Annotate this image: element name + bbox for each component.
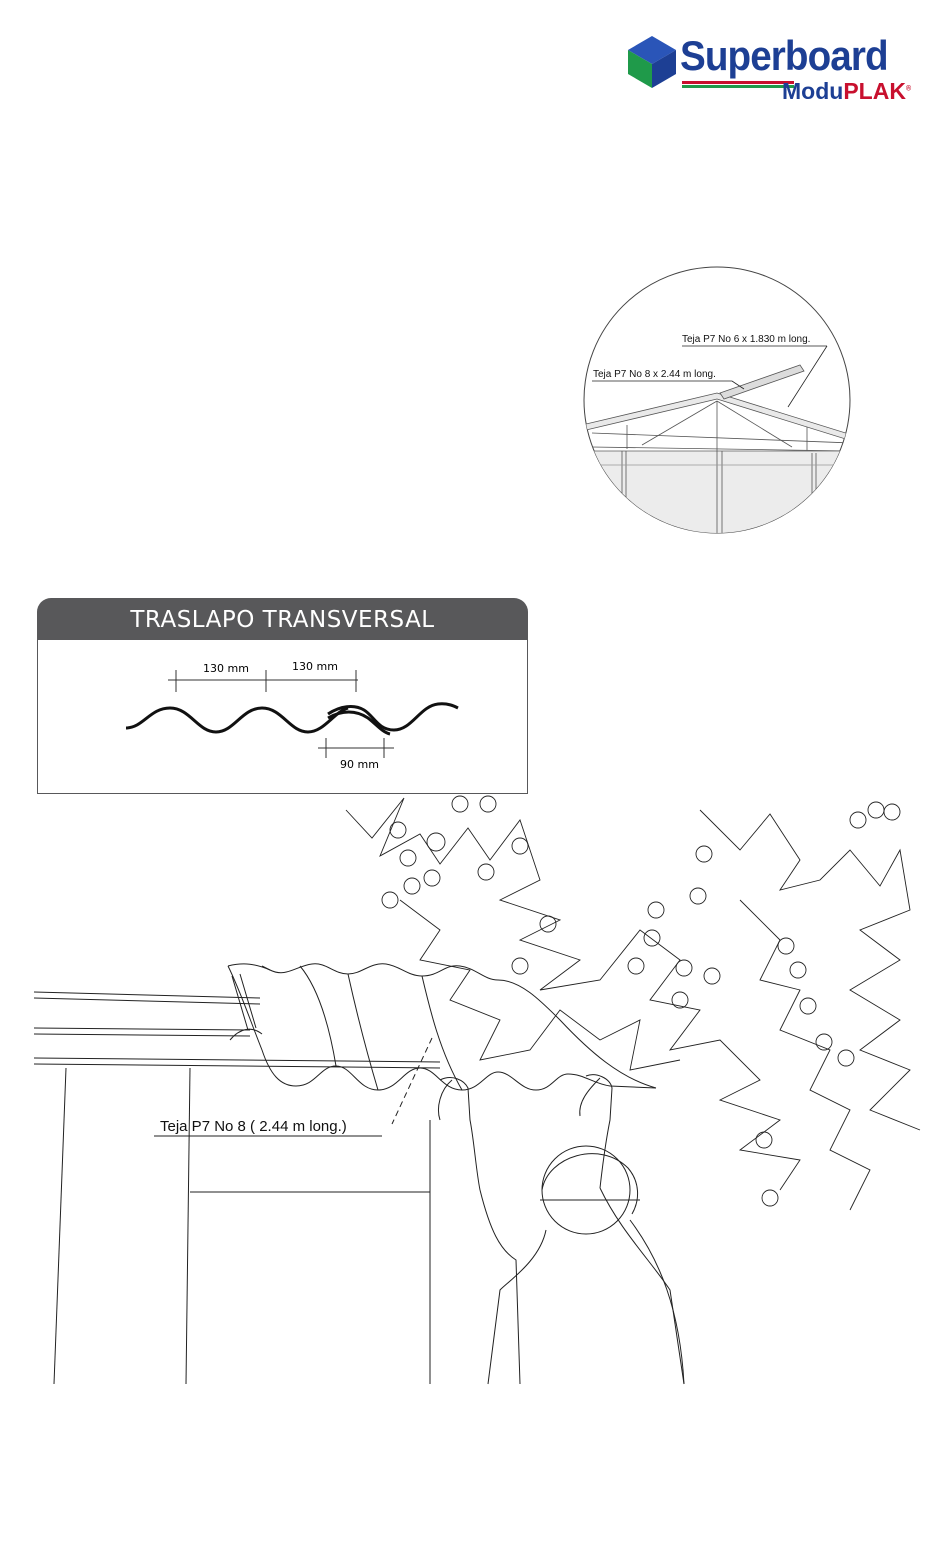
logo-subtitle xyxy=(782,78,911,105)
roof-detail-inset xyxy=(582,265,852,535)
traslapo-title: TRASLAPO TRANSVERSAL xyxy=(130,607,435,633)
inset-label-bottom: Teja P7 No 8 x 2.44 m long. xyxy=(593,369,716,380)
installation-drawing xyxy=(0,790,950,1390)
traslapo-panel xyxy=(37,598,528,795)
inset-label-top: Teja P7 No 6 x 1.830 m long. xyxy=(682,334,811,345)
overlap-diagram xyxy=(38,640,527,793)
logo-red-rule xyxy=(682,81,794,84)
dim-130-left: 130 mm xyxy=(203,662,249,675)
dim-90: 90 mm xyxy=(340,758,379,771)
superboard-logo xyxy=(624,32,924,106)
dim-130-right: 130 mm xyxy=(292,660,338,673)
foliage-circles xyxy=(382,796,900,1206)
traslapo-header xyxy=(37,598,528,640)
logo-mark-icon xyxy=(624,34,680,90)
logo-registered-mark: ® xyxy=(905,85,912,93)
logo-brand-text: Superboard xyxy=(680,32,888,79)
roof-detail-drawing xyxy=(582,265,852,535)
logo-sub-modu: Modu xyxy=(782,78,844,104)
logo-green-rule xyxy=(682,85,794,88)
scene-sheet-label: Teja P7 No 8 ( 2.44 m long.) xyxy=(160,1118,347,1135)
traslapo-body xyxy=(37,640,528,794)
logo-sub-plak: PLAK xyxy=(843,78,906,104)
foliage-scribble xyxy=(346,798,920,1210)
installation-scene xyxy=(0,790,950,1390)
